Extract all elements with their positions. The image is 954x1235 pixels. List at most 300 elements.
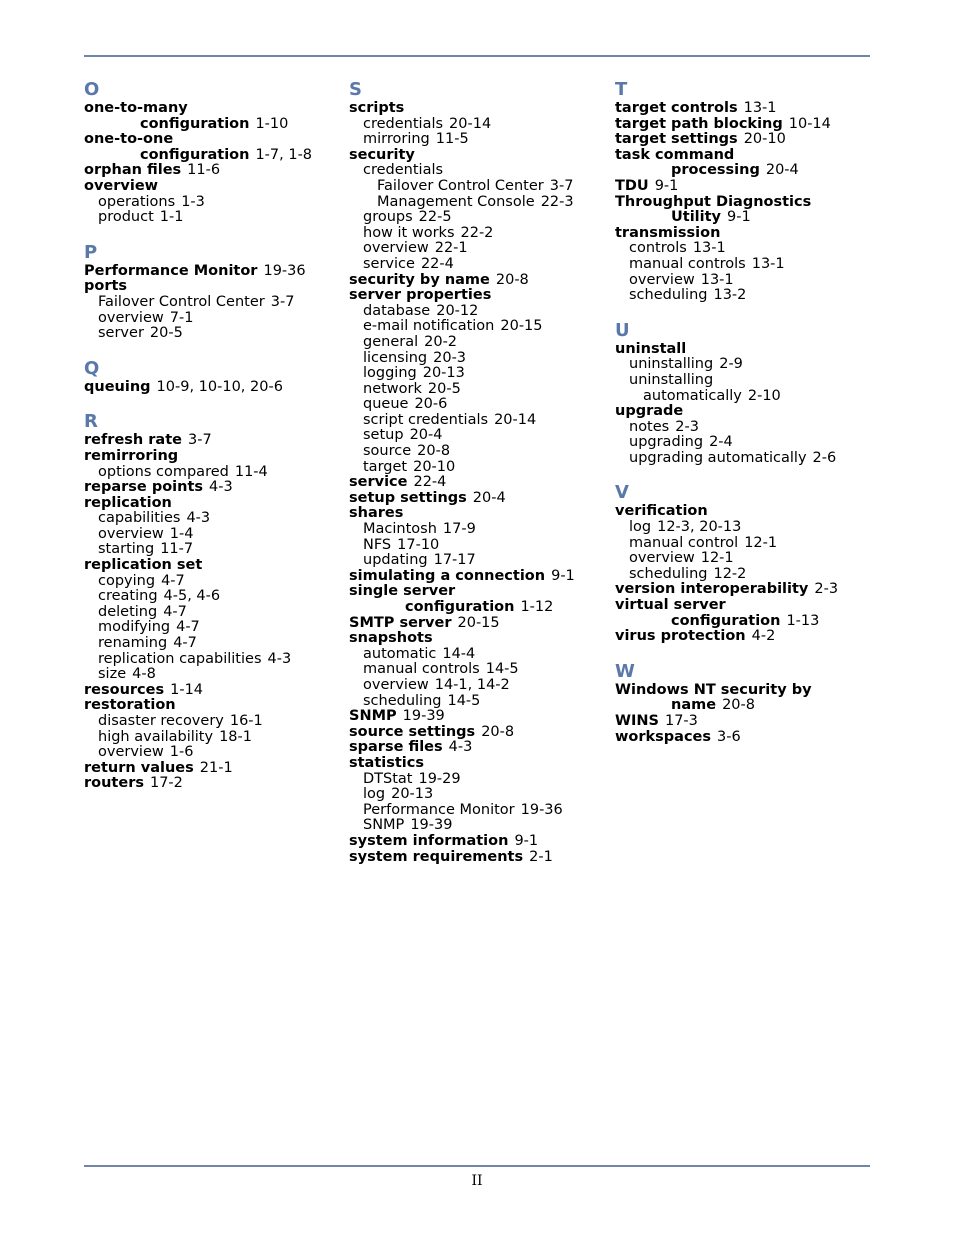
- page-reference: 1-10: [255, 115, 289, 132]
- index-term: queuing: [84, 378, 151, 395]
- index-term: transmission: [615, 224, 721, 241]
- index-subentry: [349, 382, 607, 398]
- page-reference: 12-1: [700, 550, 734, 567]
- index-subentry: [349, 428, 607, 444]
- index-subentry: [615, 257, 870, 273]
- index-subentry: [615, 435, 870, 451]
- page-reference: 4-8: [132, 666, 156, 683]
- index-term: overview: [363, 240, 429, 257]
- page-reference: 22-4: [413, 474, 447, 491]
- page-reference: 20-8: [495, 271, 529, 288]
- section-letter: W: [615, 660, 635, 682]
- section-letter: R: [84, 411, 98, 433]
- index-entry: [349, 148, 607, 164]
- index-term: configuration: [671, 612, 781, 629]
- index-subentry: [615, 357, 870, 373]
- index-subentry: [84, 605, 340, 621]
- index-subentry: [349, 397, 607, 413]
- page-reference: 1-12: [520, 599, 554, 615]
- index-term: notes: [629, 418, 670, 435]
- page-reference: 20-3: [433, 349, 467, 366]
- page-reference: 11-7: [160, 541, 194, 558]
- index-term: scheduling: [629, 287, 708, 304]
- index-term: target: [363, 458, 408, 475]
- index-entry: [615, 614, 870, 630]
- index-term: refresh rate: [84, 432, 182, 449]
- index-term: reparse points: [84, 479, 204, 496]
- index-entry: [84, 776, 340, 792]
- page-reference: 9-1: [551, 567, 575, 584]
- index-column-3: [615, 80, 870, 745]
- index-entry: [615, 179, 870, 195]
- index-term: workspaces: [615, 728, 712, 745]
- index-subentry: [84, 527, 340, 543]
- page-reference: 2-10: [747, 387, 781, 404]
- section-letter: Q: [84, 357, 100, 379]
- index-term: orphan files: [84, 162, 182, 179]
- page-reference: 20-15: [500, 318, 543, 335]
- index-subentry: [349, 195, 607, 211]
- index-term: version interoperability: [615, 581, 809, 598]
- index-subentry: [84, 589, 340, 605]
- index-term: configuration: [140, 115, 250, 132]
- index-term: SNMP: [363, 817, 405, 834]
- page-reference: 20-8: [722, 697, 755, 714]
- index-term: queue: [363, 396, 409, 413]
- page-reference: 17-2: [149, 775, 183, 792]
- page-reference: 2-6: [812, 449, 837, 466]
- page-reference: 13-1: [700, 271, 734, 288]
- index-term: SNMP: [349, 708, 397, 725]
- index-term: Management Console: [377, 193, 535, 210]
- index-subentry: [84, 511, 340, 527]
- page-reference: 3-6: [717, 728, 741, 745]
- index-term: return values: [84, 759, 194, 776]
- index-subentry: [84, 195, 340, 211]
- index-subentry: [349, 351, 607, 367]
- bottom-rule: [84, 1165, 870, 1167]
- index-term: overview: [363, 676, 429, 693]
- index-term: licensing: [363, 349, 428, 366]
- index-entry: [349, 584, 607, 600]
- page-reference: 20-13: [391, 786, 434, 803]
- page-reference: 17-9: [442, 521, 476, 538]
- index-term: copying: [98, 572, 156, 589]
- index-entry: [84, 279, 340, 295]
- index-entry: [349, 740, 607, 756]
- page-reference: 17-3: [664, 713, 698, 729]
- index-entry: [615, 117, 870, 133]
- index-term: uninstall: [615, 340, 687, 357]
- index-entry: [84, 264, 340, 280]
- index-column-1: [84, 80, 340, 792]
- page-reference: 9-1: [514, 832, 539, 849]
- page-reference: 20-4: [409, 427, 443, 444]
- index-subentry: [84, 714, 340, 730]
- page-reference: 10-14: [788, 115, 831, 132]
- page-reference: 19-29: [418, 770, 461, 787]
- page-reference: 20-12: [436, 302, 479, 319]
- page-reference: 20-4: [472, 489, 506, 506]
- index-entry: [349, 631, 607, 647]
- page-reference: 20-13: [422, 365, 465, 382]
- index-subentry: [349, 117, 607, 133]
- index-entry: [84, 761, 340, 777]
- index-entry: [615, 683, 870, 699]
- index-subentry: [349, 818, 607, 834]
- index-entry: [84, 683, 340, 699]
- page-number: II: [471, 1173, 483, 1189]
- page-reference: 20-10: [743, 131, 786, 148]
- index-subentry: [84, 295, 340, 311]
- index-entry: [349, 756, 607, 772]
- index-term: target controls: [615, 100, 738, 116]
- index-subentry: [349, 413, 607, 429]
- index-term: log: [629, 519, 652, 536]
- page-reference: 22-3: [540, 193, 574, 210]
- index-term: system information: [349, 832, 509, 849]
- index-entry: [615, 101, 870, 117]
- index-term: overview: [629, 271, 695, 288]
- index-term: upgrading automatically: [629, 449, 807, 466]
- index-term: verification: [615, 503, 708, 520]
- index-entry: [349, 506, 607, 522]
- index-subentry: [349, 366, 607, 382]
- index-term: upgrading: [629, 434, 704, 451]
- index-term: replication capabilities: [98, 650, 262, 667]
- index-subentry: [615, 520, 870, 536]
- index-subentry: [84, 730, 340, 746]
- index-term: capabilities: [98, 510, 181, 527]
- index-term: modifying: [98, 619, 171, 636]
- index-subentry: [349, 210, 607, 226]
- index-entry: [349, 288, 607, 304]
- page-reference: 3-7: [187, 432, 212, 449]
- index-term: starting: [98, 541, 155, 558]
- page-reference: 4-3: [267, 650, 292, 667]
- index-term: overview: [84, 177, 159, 194]
- page-reference: 1-14: [170, 681, 204, 698]
- index-term: script credentials: [363, 411, 489, 428]
- page-reference: 13-2: [713, 287, 747, 304]
- page-reference: 21-1: [199, 759, 233, 776]
- index-term: overview: [98, 309, 164, 326]
- index-subentry: [349, 132, 607, 148]
- page-reference: 20-5: [149, 325, 183, 342]
- index-term: source settings: [349, 723, 476, 740]
- index-entry: [615, 210, 870, 226]
- page-reference: 14-5: [447, 692, 481, 709]
- page-reference: 19-36: [263, 262, 306, 279]
- index-subentry: [349, 553, 607, 569]
- index-term: upgrade: [615, 403, 684, 420]
- index-term: manual controls: [629, 255, 746, 272]
- index-entry: [84, 496, 340, 512]
- index-entry: [615, 132, 870, 148]
- index-term: credentials: [363, 162, 444, 179]
- page-reference: 11-5: [435, 131, 469, 148]
- index-subentry: [84, 542, 340, 558]
- index-entry: [615, 404, 870, 420]
- index-subentry: [615, 420, 870, 436]
- index-term: virtual server: [615, 597, 726, 614]
- index-entry: [349, 725, 607, 741]
- index-subentry: [349, 772, 607, 788]
- index-subentry: [615, 373, 870, 389]
- index-term: overview: [98, 525, 164, 542]
- index-term: setup: [363, 427, 404, 444]
- page-reference: 3-7: [270, 293, 295, 310]
- index-subentry: [84, 667, 340, 683]
- index-subentry: [349, 179, 607, 195]
- index-term: Performance Monitor: [84, 262, 258, 279]
- page-reference: 16-1: [229, 713, 263, 729]
- index-entry: [349, 101, 607, 117]
- index-entry: [349, 273, 607, 289]
- page-reference: 1-1: [159, 209, 184, 226]
- index-subentry: [349, 460, 607, 476]
- index-subentry: [349, 257, 607, 273]
- index-entry: [349, 491, 607, 507]
- index-term: general: [363, 333, 419, 350]
- index-term: server properties: [349, 287, 492, 304]
- index-term: updating: [363, 552, 428, 569]
- index-subentry: [84, 745, 340, 761]
- section-letter: V: [615, 482, 629, 504]
- index-term: credentials: [363, 115, 444, 132]
- index-term: automatically: [643, 387, 742, 404]
- index-subentry: [84, 574, 340, 590]
- index-entry: [84, 117, 340, 133]
- index-entry: [615, 714, 870, 730]
- index-subentry: [615, 389, 870, 405]
- index-subentry: [84, 636, 340, 652]
- index-entry: [349, 709, 607, 725]
- index-term: options compared: [98, 463, 229, 480]
- index-subentry: [615, 273, 870, 289]
- index-subentry: [615, 451, 870, 467]
- index-term: overview: [629, 550, 695, 567]
- page-reference: 10-9, 10-10, 20-6: [156, 378, 283, 395]
- index-term: processing: [671, 162, 760, 179]
- index-entry: [349, 475, 607, 491]
- page-reference: 4-7: [173, 635, 197, 652]
- index-term: renaming: [98, 635, 168, 652]
- index-subentry: [349, 444, 607, 460]
- index-term: simulating a connection: [349, 567, 546, 584]
- index-term: server: [98, 325, 144, 342]
- index-entry: [615, 698, 870, 714]
- index-term: configuration: [405, 599, 515, 615]
- index-subentry: [84, 465, 340, 481]
- page-reference: 2-3: [814, 581, 839, 598]
- index-term: manual control: [629, 534, 739, 551]
- index-term: scripts: [349, 100, 405, 116]
- index-subentry: [349, 241, 607, 257]
- page-reference: 14-5: [485, 661, 519, 678]
- index-term: mirroring: [363, 131, 430, 148]
- page-reference: 13-1: [692, 240, 726, 257]
- page-reference: 17-10: [397, 536, 440, 553]
- page-reference: 11-4: [234, 463, 268, 480]
- top-rule: [84, 55, 870, 57]
- index-subentry: [349, 538, 607, 554]
- index-entry: [615, 730, 870, 746]
- page-reference: 12-2: [713, 565, 747, 582]
- index-subentry: [349, 226, 607, 242]
- index-term: disaster recovery: [98, 713, 224, 729]
- index-term: TDU: [615, 177, 649, 194]
- index-entry: [84, 380, 340, 396]
- page-reference: 20-4: [765, 162, 799, 179]
- index-subentry: [615, 536, 870, 552]
- index-term: service: [363, 255, 415, 272]
- index-subentry: [349, 522, 607, 538]
- index-term: automatic: [363, 645, 437, 662]
- index-subentry: [349, 662, 607, 678]
- index-term: source: [363, 443, 412, 460]
- index-entry: [615, 163, 870, 179]
- page-reference: 1-6: [169, 744, 194, 761]
- index-entry: [615, 598, 870, 614]
- index-term: Failover Control Center: [377, 177, 544, 194]
- index-entry: [84, 179, 340, 195]
- index-term: system requirements: [349, 848, 524, 865]
- index-term: creating: [98, 588, 158, 605]
- page-reference: 22-4: [420, 255, 454, 272]
- index-entry: [84, 558, 340, 574]
- index-entry: [615, 148, 870, 164]
- page-reference: 3-7: [549, 177, 574, 194]
- index-term: scheduling: [629, 565, 708, 582]
- page-reference: 20-14: [494, 411, 537, 428]
- page-reference: 2-3: [675, 418, 699, 435]
- index-term: overview: [98, 744, 164, 761]
- index-term: replication set: [84, 557, 203, 574]
- page-reference: 19-39: [402, 708, 445, 725]
- page-reference: 4-3: [448, 739, 473, 756]
- index-term: configuration: [140, 146, 250, 163]
- index-subentry: [84, 326, 340, 342]
- index-entry: [615, 195, 870, 211]
- index-term: Failover Control Center: [98, 293, 265, 310]
- index-entry: [615, 504, 870, 520]
- index-entry: [84, 449, 340, 465]
- page-reference: 4-3: [186, 510, 211, 527]
- index-entry: [615, 342, 870, 358]
- page-reference: 11-6: [187, 162, 221, 179]
- index-entry: [84, 148, 340, 164]
- index-subentry: [349, 304, 607, 320]
- index-term: service: [349, 474, 408, 491]
- index-term: manual controls: [363, 661, 480, 678]
- page-reference: 20-8: [417, 443, 451, 460]
- index-term: one-to-many: [84, 100, 188, 116]
- page-reference: 1-3: [181, 193, 205, 210]
- page-reference: 20-15: [457, 614, 500, 631]
- index-term: Throughput Diagnostics: [615, 193, 812, 210]
- page-reference: 4-3: [209, 479, 233, 496]
- index-term: log: [363, 786, 386, 803]
- page-reference: 1-13: [786, 612, 820, 629]
- index-term: Macintosh: [363, 521, 437, 538]
- index-term: DTStat: [363, 770, 413, 787]
- page-reference: 17-17: [433, 552, 476, 569]
- page-reference: 9-1: [654, 177, 679, 194]
- index-entry: [615, 629, 870, 645]
- index-term: target settings: [615, 131, 738, 148]
- index-term: name: [671, 697, 717, 714]
- index-term: security: [349, 146, 415, 163]
- section-letter: O: [84, 79, 100, 100]
- index-term: logging: [363, 365, 417, 382]
- index-subentry: [349, 694, 607, 710]
- page-reference: 7-1: [169, 309, 194, 326]
- index-entry: [349, 834, 607, 850]
- index-subentry: [84, 652, 340, 668]
- index-term: deleting: [98, 603, 158, 620]
- page-reference: 19-39: [410, 817, 453, 834]
- index-entry: [615, 582, 870, 598]
- page-reference: 9-1: [727, 209, 751, 226]
- index-term: single server: [349, 583, 456, 600]
- page-reference: 4-7: [161, 572, 185, 589]
- index-term: e-mail notification: [363, 318, 495, 335]
- page-reference: 20-10: [413, 458, 456, 475]
- index-subentry: [84, 620, 340, 636]
- index-term: restoration: [84, 697, 176, 714]
- index-term: database: [363, 302, 431, 319]
- page-reference: 4-7: [163, 603, 187, 620]
- index-term: setup settings: [349, 489, 467, 506]
- page-reference: 4-2: [751, 628, 776, 645]
- page-reference: 20-6: [414, 396, 448, 413]
- index-subentry: [349, 803, 607, 819]
- page-reference: 22-5: [418, 209, 452, 226]
- page-reference: 20-5: [427, 380, 461, 397]
- index-subentry: [349, 163, 607, 179]
- index-entry: [349, 616, 607, 632]
- index-term: controls: [629, 240, 687, 257]
- index-term: Performance Monitor: [363, 801, 515, 818]
- index-term: replication: [84, 494, 172, 511]
- index-subentry: [615, 567, 870, 583]
- index-term: ports: [84, 278, 128, 295]
- index-term: how it works: [363, 224, 455, 241]
- index-term: resources: [84, 681, 165, 698]
- index-term: task command: [615, 146, 735, 163]
- page-reference: 14-1, 14-2: [434, 676, 510, 693]
- index-term: shares: [349, 505, 404, 522]
- index-term: security by name: [349, 271, 490, 288]
- index-term: high availability: [98, 728, 214, 745]
- index-term: product: [98, 209, 154, 226]
- index-term: WINS: [615, 713, 659, 729]
- index-term: remirroring: [84, 447, 179, 464]
- page-reference: 1-4: [169, 525, 194, 542]
- index-term: network: [363, 380, 422, 397]
- page-reference: 22-1: [434, 240, 468, 257]
- index-subentry: [615, 551, 870, 567]
- index-entry: [349, 600, 607, 616]
- page-reference: 14-4: [442, 645, 476, 662]
- index-subentry: [349, 647, 607, 663]
- index-term: statistics: [349, 754, 425, 771]
- index-term: size: [98, 666, 127, 683]
- page-reference: 4-7: [176, 619, 200, 636]
- index-term: Windows NT security by: [615, 681, 812, 698]
- index-term: operations: [98, 193, 176, 210]
